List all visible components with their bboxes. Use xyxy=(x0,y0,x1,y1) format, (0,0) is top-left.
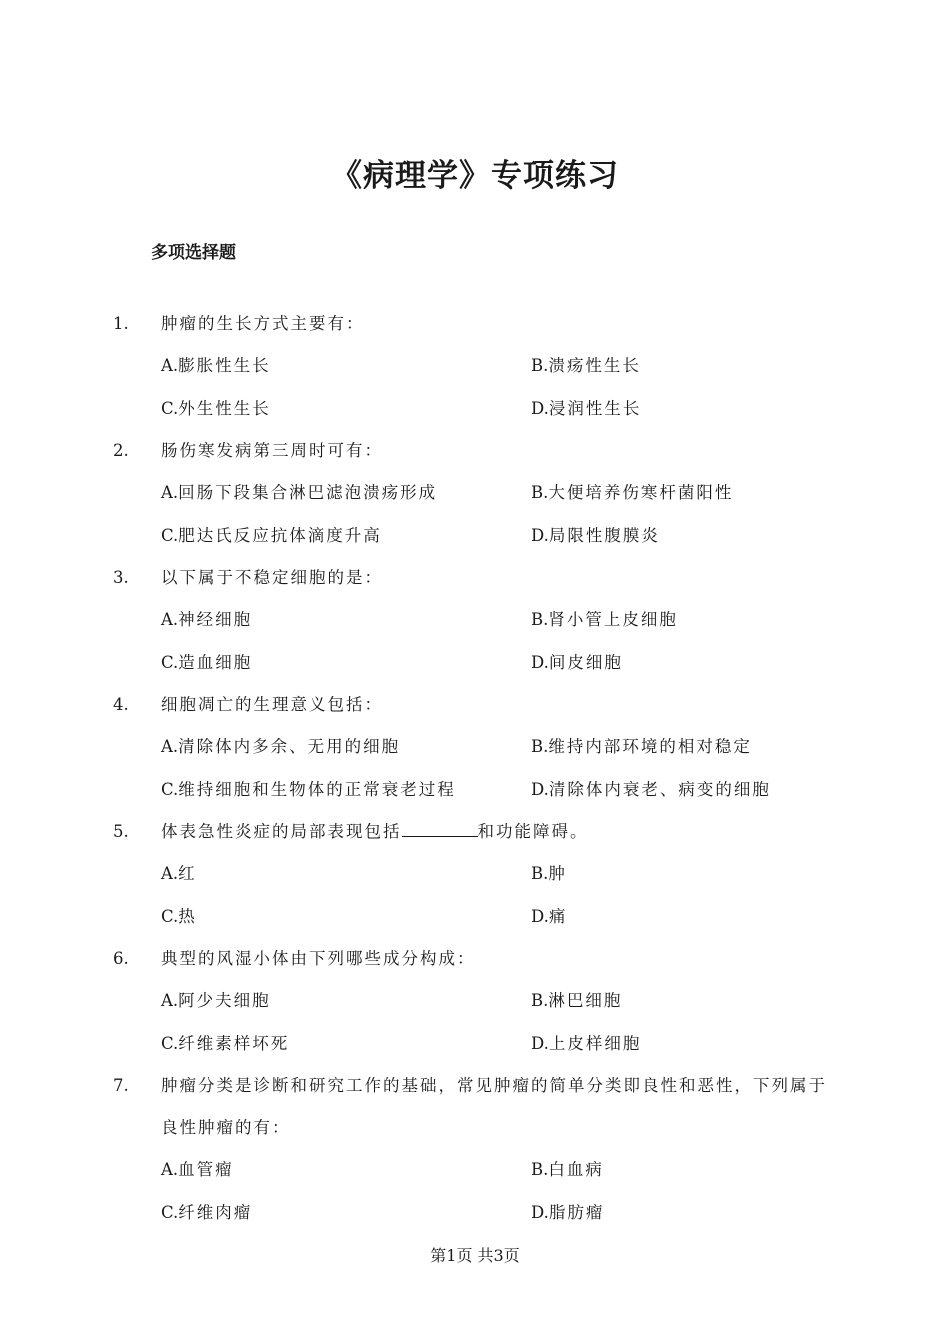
option-row xyxy=(0,980,950,1023)
option-row xyxy=(0,515,950,558)
option-c[interactable]: C.肥达氏反应抗体滴度升高 xyxy=(161,525,382,545)
option-c[interactable]: C.外生性生长 xyxy=(161,398,271,418)
option-a[interactable]: A.红 xyxy=(161,864,197,883)
option-row xyxy=(0,1023,950,1066)
question-number: 2. xyxy=(113,441,129,460)
option-c[interactable]: C.造血细胞 xyxy=(161,652,253,672)
option-a[interactable]: A.膨胀性生长 xyxy=(161,356,271,375)
answer-blank[interactable] xyxy=(402,822,478,837)
question-6 xyxy=(0,938,950,980)
question-number: 3. xyxy=(113,568,129,587)
question-3 xyxy=(0,557,950,599)
question-number: 5. xyxy=(113,822,129,841)
option-row xyxy=(0,1149,950,1192)
option-b[interactable]: B.肿 xyxy=(531,864,567,883)
question-4 xyxy=(0,684,950,726)
option-d[interactable]: D.局限性腹膜炎 xyxy=(531,525,660,545)
question-7-continued xyxy=(0,1107,950,1149)
option-d[interactable]: D.上皮样细胞 xyxy=(531,1033,642,1053)
option-row xyxy=(0,472,950,515)
option-d[interactable]: D.浸润性生长 xyxy=(531,398,642,418)
option-d[interactable]: D.清除体内衰老、病变的细胞 xyxy=(531,779,771,799)
page-footer: 第1页 共3页 xyxy=(430,1246,520,1265)
option-row xyxy=(0,896,950,939)
page-title: 《病理学》专项练习 xyxy=(331,158,619,194)
question-text-continued: 良性肿瘤的有： xyxy=(161,1118,291,1137)
question-text: 体表急性炎症的局部表现包括 和功能障碍。 xyxy=(161,822,589,841)
option-b[interactable]: B.大便培养伤寒杆菌阳性 xyxy=(531,483,734,502)
option-c[interactable]: C.热 xyxy=(161,906,197,926)
option-a[interactable]: A.清除体内多余、无用的细胞 xyxy=(161,737,401,756)
option-d[interactable]: D.痛 xyxy=(531,906,568,926)
option-c[interactable]: C.纤维素样坏死 xyxy=(161,1033,290,1053)
option-a[interactable]: A.血管瘤 xyxy=(161,1160,234,1179)
option-row xyxy=(0,345,950,388)
option-row xyxy=(0,599,950,642)
question-text: 以下属于不稳定细胞的是： xyxy=(161,568,383,587)
option-a[interactable]: A.神经细胞 xyxy=(161,610,253,629)
question-list xyxy=(0,303,950,1234)
option-row xyxy=(0,853,950,896)
option-row xyxy=(0,726,950,769)
question-text: 肿瘤分类是诊断和研究工作的基础，常见肿瘤的简单分类即良性和恶性，下列属于 xyxy=(161,1076,827,1095)
option-row xyxy=(0,388,950,431)
option-b[interactable]: B.肾小管上皮细胞 xyxy=(531,610,678,629)
option-row xyxy=(0,769,950,812)
question-number: 4. xyxy=(113,695,129,714)
option-d[interactable]: D.间皮细胞 xyxy=(531,652,623,672)
option-row xyxy=(0,1192,950,1235)
question-text: 肠伤寒发病第三周时可有： xyxy=(161,441,383,460)
question-1 xyxy=(0,303,950,345)
question-5 xyxy=(0,811,950,853)
section-heading: 多项选择题 xyxy=(151,243,236,263)
option-b[interactable]: B.溃疡性生长 xyxy=(531,356,641,375)
option-row xyxy=(0,642,950,685)
question-2 xyxy=(0,430,950,472)
option-c[interactable]: C.维持细胞和生物体的正常衰老过程 xyxy=(161,779,456,799)
option-b[interactable]: B.维持内部环境的相对稳定 xyxy=(531,737,752,756)
question-number: 1. xyxy=(113,314,129,333)
question-text: 细胞凋亡的生理意义包括： xyxy=(161,695,383,714)
option-c[interactable]: C.纤维肉瘤 xyxy=(161,1202,253,1222)
question-text: 肿瘤的生长方式主要有： xyxy=(161,314,365,333)
option-b[interactable]: B.白血病 xyxy=(531,1160,604,1179)
question-number: 6. xyxy=(113,949,129,968)
option-b[interactable]: B.淋巴细胞 xyxy=(531,991,623,1010)
question-text: 典型的风湿小体由下列哪些成分构成： xyxy=(161,949,476,968)
option-d[interactable]: D.脂肪瘤 xyxy=(531,1202,605,1222)
question-number: 7. xyxy=(113,1076,129,1095)
option-a[interactable]: A.回肠下段集合淋巴滤泡溃疡形成 xyxy=(161,483,438,502)
question-7 xyxy=(0,1065,950,1107)
option-a[interactable]: A.阿少夫细胞 xyxy=(161,991,271,1010)
